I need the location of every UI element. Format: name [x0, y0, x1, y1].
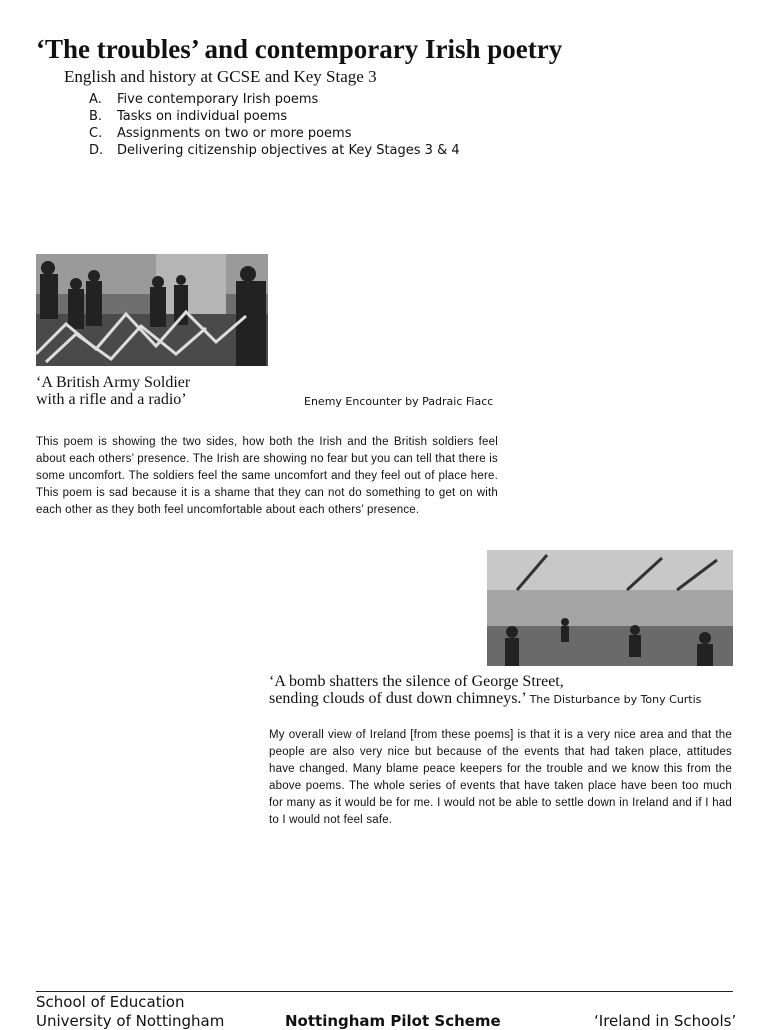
contents-item [89, 142, 460, 159]
poem-attribution: The Disturbance by Tony Curtis [529, 693, 702, 706]
overall-view-paragraph: My overall view of Ireland [from these poems] is that it is a very nice area and that the people are also very nice but because of the events that had taken place, attitudes have changed. Many blame peace keepers for the trouble and we know this from the above poems. The whole series of events that have taken place have been too much for many as it would be for me. I would not be able to settle down in Ireland and if I had to I would not feel safe. [269, 729, 732, 826]
contents-list [89, 91, 460, 159]
page-subtitle: English and history at GCSE and Key Stage 3 [64, 67, 377, 86]
page-title: ‘The troubles’ and contemporary Irish poetry [36, 34, 563, 64]
contents-item [89, 108, 460, 125]
soldiers-photo [36, 254, 268, 366]
contents-text: Assignments on two or more poems [117, 126, 352, 141]
quote-line-text: sending clouds of dust down chimneys.’ [269, 690, 526, 707]
quote-line: with a rifle and a radio’ [36, 391, 187, 408]
contents-letter: C. [89, 126, 103, 141]
quote-soldier [36, 374, 190, 408]
contents-item [89, 125, 460, 142]
bombed-street-photo-graphic [487, 550, 733, 666]
footer-school: School of Education [36, 993, 185, 1011]
contents-item [89, 91, 460, 108]
footer-programme: ‘Ireland in Schools’ [594, 1012, 737, 1030]
poem-attribution: Enemy Encounter by Padraic Fiacc [304, 395, 494, 408]
footer-divider [36, 991, 733, 992]
quote-line: ‘A British Army Soldier [36, 374, 191, 391]
quote-line [269, 690, 701, 708]
poem-response-paragraph: This poem is showing the two sides, how both the Irish and the British soldiers feel about each others’ presence. The Irish are showing no fear but you can tell that there is some uncomfort. The soldiers feel the same uncomfort and they feel out of place here. This poem is sad because it is a shame that they can not do something to get on with each other as they both feel uncomfortable about each others’ presence. [36, 436, 498, 516]
footer-university: University of Nottingham [36, 1012, 225, 1030]
contents-letter: A. [89, 92, 102, 107]
bombed-street-photo [487, 550, 733, 666]
footer-scheme: Nottingham Pilot Scheme [285, 1012, 501, 1030]
soldiers-photo-graphic [36, 254, 268, 366]
contents-letter: B. [89, 109, 103, 124]
quote-line: ‘A bomb shatters the silence of George Street, [269, 673, 564, 690]
contents-text: Tasks on individual poems [117, 109, 288, 124]
contents-text: Delivering citizenship objectives at Key Stages 3 & 4 [117, 143, 460, 158]
contents-text: Five contemporary Irish poems [117, 92, 319, 107]
quote-bomb [269, 673, 701, 708]
contents-letter: D. [89, 143, 104, 158]
